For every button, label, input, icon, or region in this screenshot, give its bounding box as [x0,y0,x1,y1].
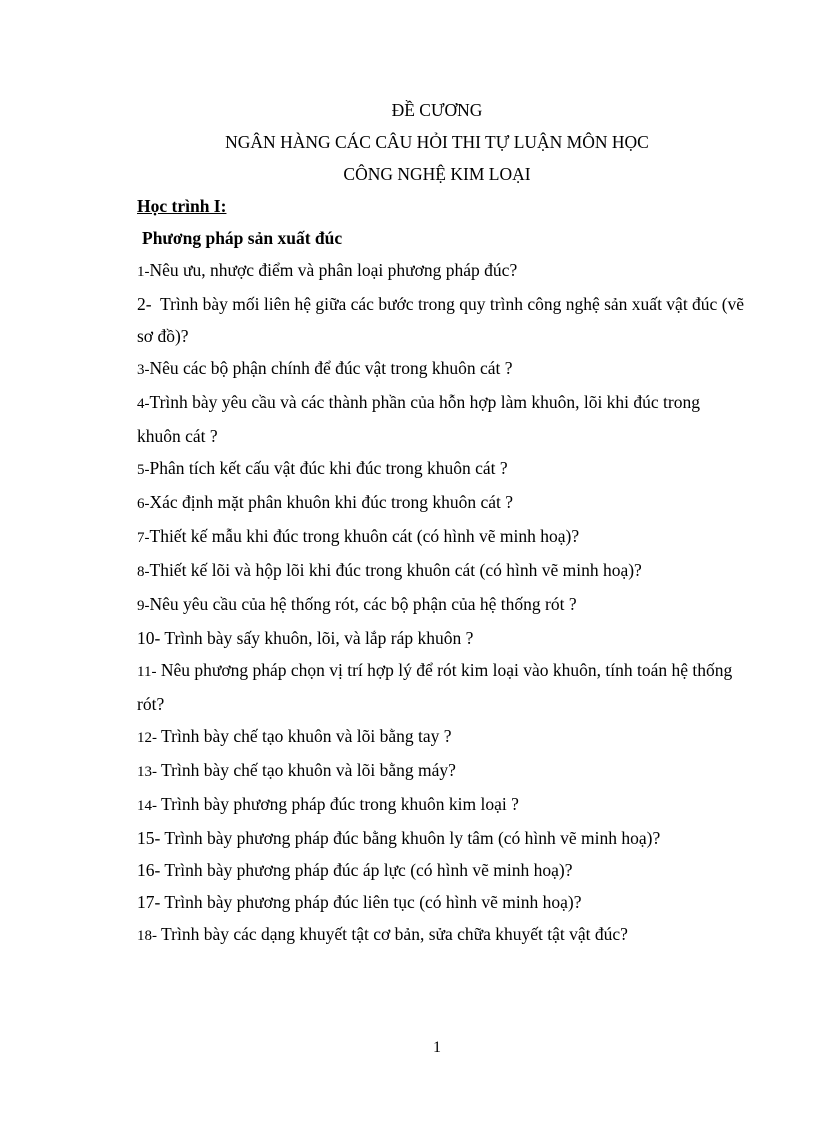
question-item [137,254,747,288]
question-number: 18- [137,928,157,944]
question-number: 2- [137,294,152,314]
question-text: Trình bày phương pháp đúc bằng khuôn ly tâm (có hình vẽ minh hoạ)? [160,828,661,848]
question-item [137,386,747,452]
question-number: 6- [137,496,150,512]
question-item [137,554,747,588]
question-number: 12- [137,730,157,746]
question-number: 11- [137,664,157,680]
question-text: Nêu ưu, nhược điểm và phân loại phương pháp đúc? [149,260,518,280]
question-text: Trình bày chế tạo khuôn và lõi bằng tay ? [157,726,452,746]
question-text: Trình bày phương pháp đúc áp lực (có hình vẽ minh hoạ)? [160,860,573,880]
question-number: 16- [137,860,161,880]
question-number: 13- [137,764,157,780]
question-item [137,452,747,486]
question-text: Trình bày yêu cầu và các thành phần của hỗn hợp làm khuôn, lõi khi đúc trong khuôn cát ? [137,392,700,446]
question-text: Nêu yêu cầu của hệ thống rót, các bộ phận của hệ thống rót ? [149,594,577,614]
question-text: Phân tích kết cấu vật đúc khi đúc trong khuôn cát ? [149,458,508,478]
question-item [137,588,747,622]
question-number: 17- [137,892,161,912]
question-item [137,886,747,918]
subsection-heading: Phương pháp sản xuất đúc [142,228,343,248]
question-item [137,288,747,352]
document-body [137,190,747,952]
question-item [137,788,747,822]
question-number: 1- [137,264,150,280]
question-item [137,754,747,788]
question-item [137,854,747,886]
question-text: Nêu phương pháp chọn vị trí hợp lý để rót kim loại vào khuôn, tính toán hệ thống rót? [137,660,733,714]
question-text: Trình bày các dạng khuyết tật cơ bản, sửa chữa khuyết tật vật đúc? [157,924,628,944]
page-number: 1 [433,1039,441,1056]
title-line-1: ĐỀ CƯƠNG [391,100,483,120]
title-line-2: NGÂN HÀNG CÁC CÂU HỎI THI TỰ LUẬN MÔN HỌC [225,132,649,152]
question-item [137,720,747,754]
question-number: 14- [137,798,157,814]
title-line-3: CÔNG NGHỆ KIM LOẠI [343,164,531,184]
question-text: Trình bày sấy khuôn, lõi, và lắp ráp khuôn ? [160,628,474,648]
question-number: 3- [137,362,150,378]
question-text: Trình bày mối liên hệ giữa các bước trong quy trình công nghệ sản xuất vật đúc (vẽ sơ đồ)? [137,294,749,346]
question-number: 15- [137,828,161,848]
question-number: 10- [137,628,161,648]
question-text: Thiết kế lõi và hộp lõi khi đúc trong khuôn cát (có hình vẽ minh hoạ)? [149,560,642,580]
question-item [137,622,747,654]
question-item [137,918,747,952]
question-text: Thiết kế mẫu khi đúc trong khuôn cát (có hình vẽ minh hoạ)? [149,526,580,546]
question-text: Nêu các bộ phận chính để đúc vật trong khuôn cát ? [149,358,513,378]
question-item [137,654,747,720]
section-heading: Học trình I: [137,196,227,216]
question-text: Trình bày phương pháp đúc trong khuôn kim loại ? [157,794,519,814]
question-item [137,486,747,520]
question-number: 8- [137,564,150,580]
question-item [137,352,747,386]
question-item [137,520,747,554]
question-number: 9- [137,598,150,614]
question-text: Trình bày chế tạo khuôn và lõi bằng máy? [157,760,456,780]
question-text: Trình bày phương pháp đúc liên tục (có hình vẽ minh hoạ)? [160,892,582,912]
question-number: 5- [137,462,150,478]
question-number: 4- [137,396,150,412]
document-title [0,94,816,190]
question-number: 7- [137,530,150,546]
question-text: Xác định mặt phân khuôn khi đúc trong khuôn cát ? [149,492,514,512]
question-item [137,822,747,854]
